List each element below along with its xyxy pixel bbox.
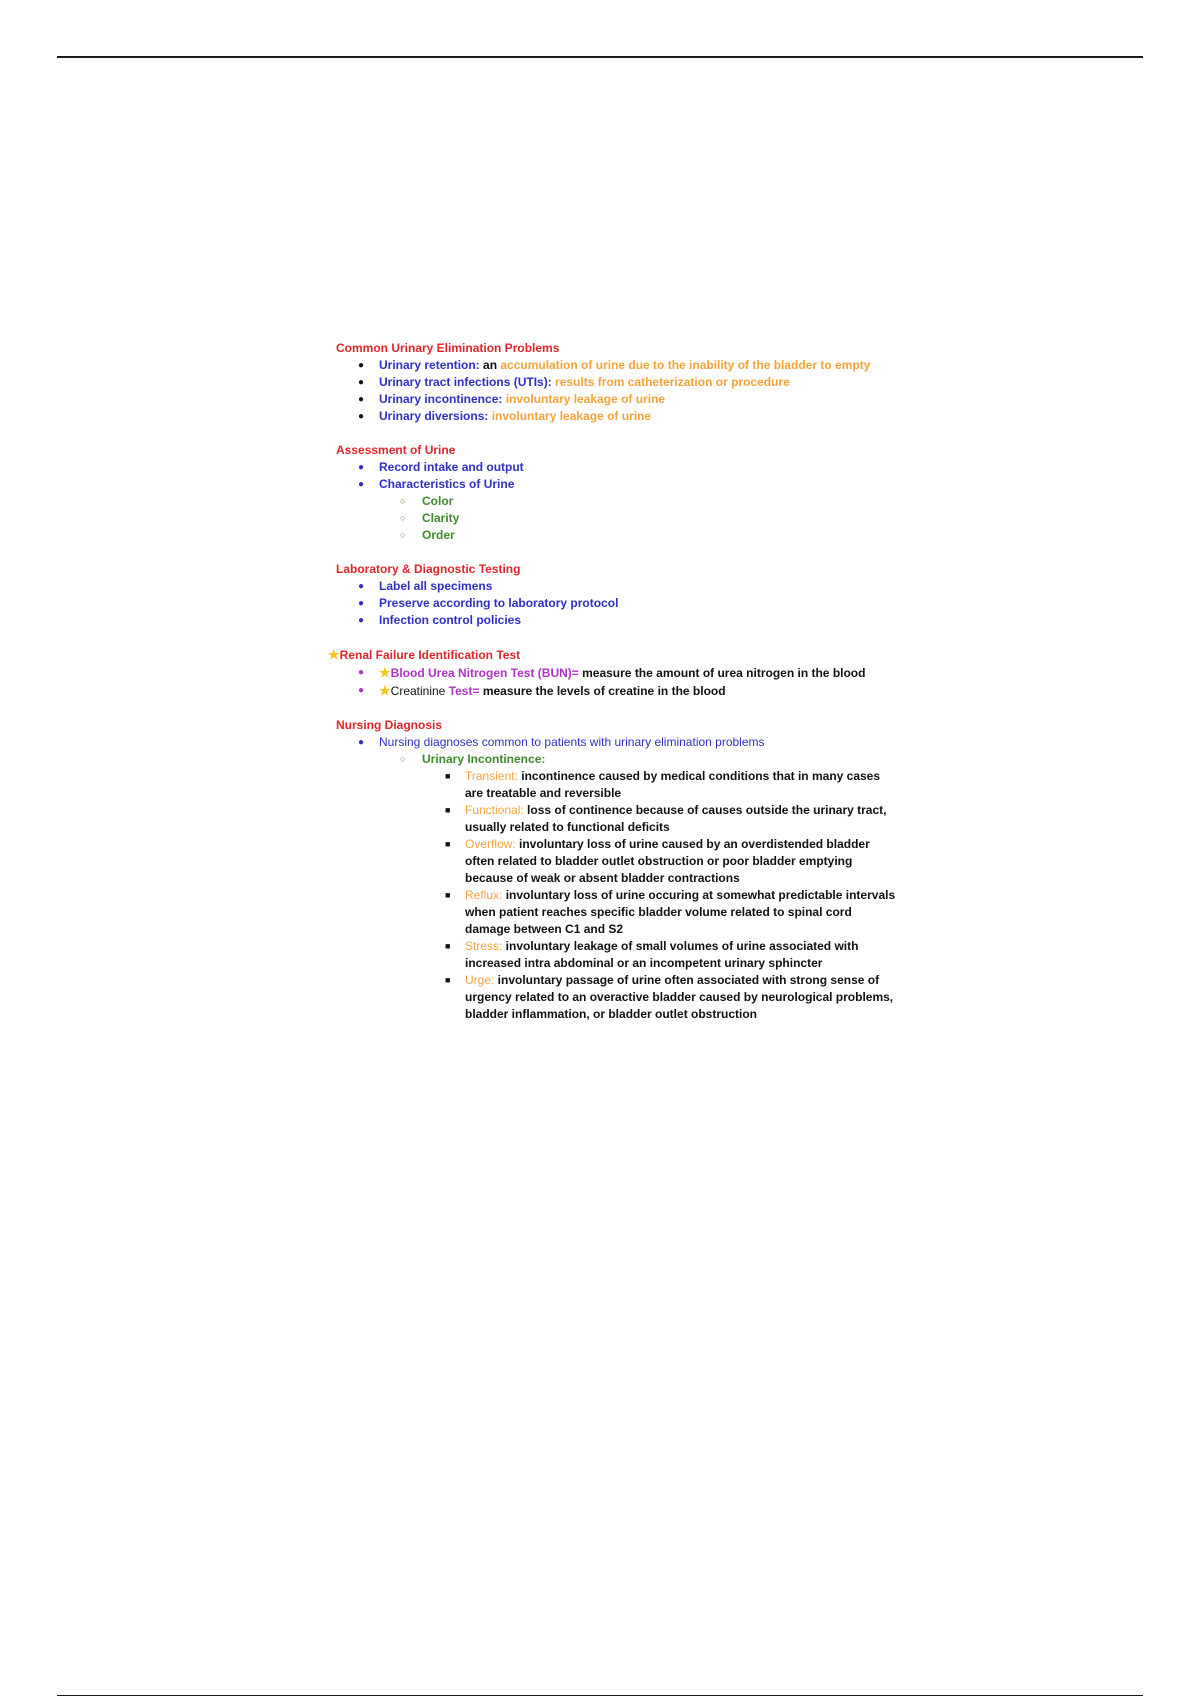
document-body xyxy=(328,340,896,1040)
heading-text: Renal Failure Identification Test xyxy=(339,648,521,662)
bullet-icon: ● xyxy=(358,685,365,696)
bullet-icon: ● xyxy=(358,462,365,473)
list-item xyxy=(336,357,896,374)
bullet-icon: ● xyxy=(358,667,365,678)
list-item xyxy=(336,510,896,527)
bullet-icon: ● xyxy=(358,411,365,422)
test-description: measure the amount of urea nitrogen in the blood xyxy=(578,666,866,680)
bullet-icon: ● xyxy=(358,479,365,490)
nursing-sublist xyxy=(336,751,896,768)
type-description: involuntary loss of urine caused by an overdistended bladder often related to bladder outlet obstruction or poor bladder emptying because of weak or absent bladder contractions xyxy=(465,837,870,885)
list-item xyxy=(336,734,896,751)
list-item xyxy=(336,972,896,1023)
star-icon: ★ xyxy=(328,647,340,662)
list-item xyxy=(336,802,896,836)
section-renal-failure xyxy=(328,646,896,700)
item-text: Nursing diagnoses common to patients with urinary elimination problems xyxy=(379,735,765,749)
circle-bullet-icon: ○ xyxy=(400,754,406,764)
list-item xyxy=(336,374,896,391)
section-heading: Nursing Diagnosis xyxy=(336,718,443,732)
section-heading: Assessment of Urine xyxy=(336,443,456,457)
bullet-icon: ● xyxy=(358,737,365,748)
list-item xyxy=(336,682,896,700)
bullet-icon: ● xyxy=(358,360,365,371)
item-text: Clarity xyxy=(422,511,460,525)
item-text: Characteristics of Urine xyxy=(379,477,515,491)
bullet-icon: ● xyxy=(358,377,365,388)
square-bullet-icon: ■ xyxy=(445,975,451,985)
test-lead: Creatinine xyxy=(390,684,449,698)
type-label: Urge: xyxy=(465,973,495,987)
circle-bullet-icon: ○ xyxy=(400,530,406,540)
item-text: Color xyxy=(422,494,454,508)
nursing-list xyxy=(336,734,896,751)
circle-bullet-icon: ○ xyxy=(400,496,406,506)
item-text: Record intake and output xyxy=(379,460,524,474)
list-item xyxy=(336,408,896,425)
type-description: loss of continence because of causes outside the urinary tract, usually related to functional deficits xyxy=(465,803,887,834)
list-item xyxy=(336,612,896,629)
bullet-icon: ● xyxy=(358,598,365,609)
type-label: Reflux: xyxy=(465,888,503,902)
lab-list xyxy=(336,578,896,629)
section-urinary-problems xyxy=(336,340,896,425)
item-text: Order xyxy=(422,528,455,542)
section-lab-testing xyxy=(336,561,896,629)
square-bullet-icon: ■ xyxy=(445,771,451,781)
section-nursing-diagnosis xyxy=(336,717,896,1023)
list-item xyxy=(336,459,896,476)
section-heading: Common Urinary Elimination Problems xyxy=(336,341,560,355)
bottom-rule xyxy=(57,1695,1143,1696)
section-assessment xyxy=(336,442,896,544)
star-icon: ★ xyxy=(379,683,391,698)
type-label: Stress: xyxy=(465,939,503,953)
test-name: Blood Urea Nitrogen Test (BUN)= xyxy=(390,666,579,680)
list-item xyxy=(336,578,896,595)
star-icon: ★ xyxy=(379,665,391,680)
list-item xyxy=(336,493,896,510)
list-item xyxy=(336,476,896,493)
incontinence-types-list xyxy=(336,768,896,1023)
section-heading: Laboratory & Diagnostic Testing xyxy=(336,562,521,576)
term: Urinary incontinence: xyxy=(379,392,503,406)
renal-tests-list xyxy=(336,664,896,700)
list-item xyxy=(336,938,896,972)
item-text: Label all specimens xyxy=(379,579,493,593)
term: Urinary retention: xyxy=(379,358,480,372)
item-text: Preserve according to laboratory protocol xyxy=(379,596,619,610)
square-bullet-icon: ■ xyxy=(445,805,451,815)
square-bullet-icon: ■ xyxy=(445,890,451,900)
definition: involuntary leakage of urine xyxy=(488,409,652,423)
type-description: incontinence caused by medical conditions that in many cases are treatable and reversible xyxy=(465,769,881,800)
item-text: Infection control policies xyxy=(379,613,522,627)
bullet-icon: ● xyxy=(358,615,365,626)
list-item xyxy=(336,836,896,887)
list-item xyxy=(336,527,896,544)
list-item xyxy=(336,664,896,682)
bullet-icon: ● xyxy=(358,394,365,405)
assessment-list xyxy=(336,459,896,493)
test-description: measure the levels of creatine in the blood xyxy=(479,684,726,698)
type-label: Transient: xyxy=(465,769,518,783)
term: Urinary tract infections (UTIs): xyxy=(379,375,552,389)
test-name: Test= xyxy=(448,684,480,698)
type-description: involuntary passage of urine often associated with strong sense of urgency related to an overactive bladder caused by neurological problems, bladder inflammation, or bladder outlet obstruction xyxy=(465,973,894,1021)
top-rule xyxy=(57,56,1143,58)
list-item xyxy=(336,595,896,612)
definition: accumulation of urine due to the inability of the bladder to empty xyxy=(500,358,871,372)
section-heading xyxy=(328,646,896,664)
term: Urinary diversions: xyxy=(379,409,489,423)
type-description: involuntary leakage of small volumes of urine associated with increased intra abdominal or an incompetent urinary sphincter xyxy=(465,939,859,970)
list-item xyxy=(336,768,896,802)
problems-list xyxy=(336,357,896,425)
circle-bullet-icon: ○ xyxy=(400,513,406,523)
connector: an xyxy=(479,358,501,372)
definition: results from catheterization or procedure xyxy=(551,375,790,389)
list-item xyxy=(336,887,896,938)
list-item xyxy=(336,751,896,768)
square-bullet-icon: ■ xyxy=(445,941,451,951)
urine-characteristics-list xyxy=(336,493,896,544)
subheading: Urinary Incontinence: xyxy=(422,752,546,766)
definition: involuntary leakage of urine xyxy=(502,392,666,406)
type-label: Overflow: xyxy=(465,837,516,851)
type-description: involuntary loss of urine occuring at somewhat predictable intervals when patient reaches specific bladder volume related to spinal cord damage between C1 and S2 xyxy=(465,888,896,936)
list-item xyxy=(336,391,896,408)
type-label: Functional: xyxy=(465,803,524,817)
square-bullet-icon: ■ xyxy=(445,839,451,849)
bullet-icon: ● xyxy=(358,581,365,592)
